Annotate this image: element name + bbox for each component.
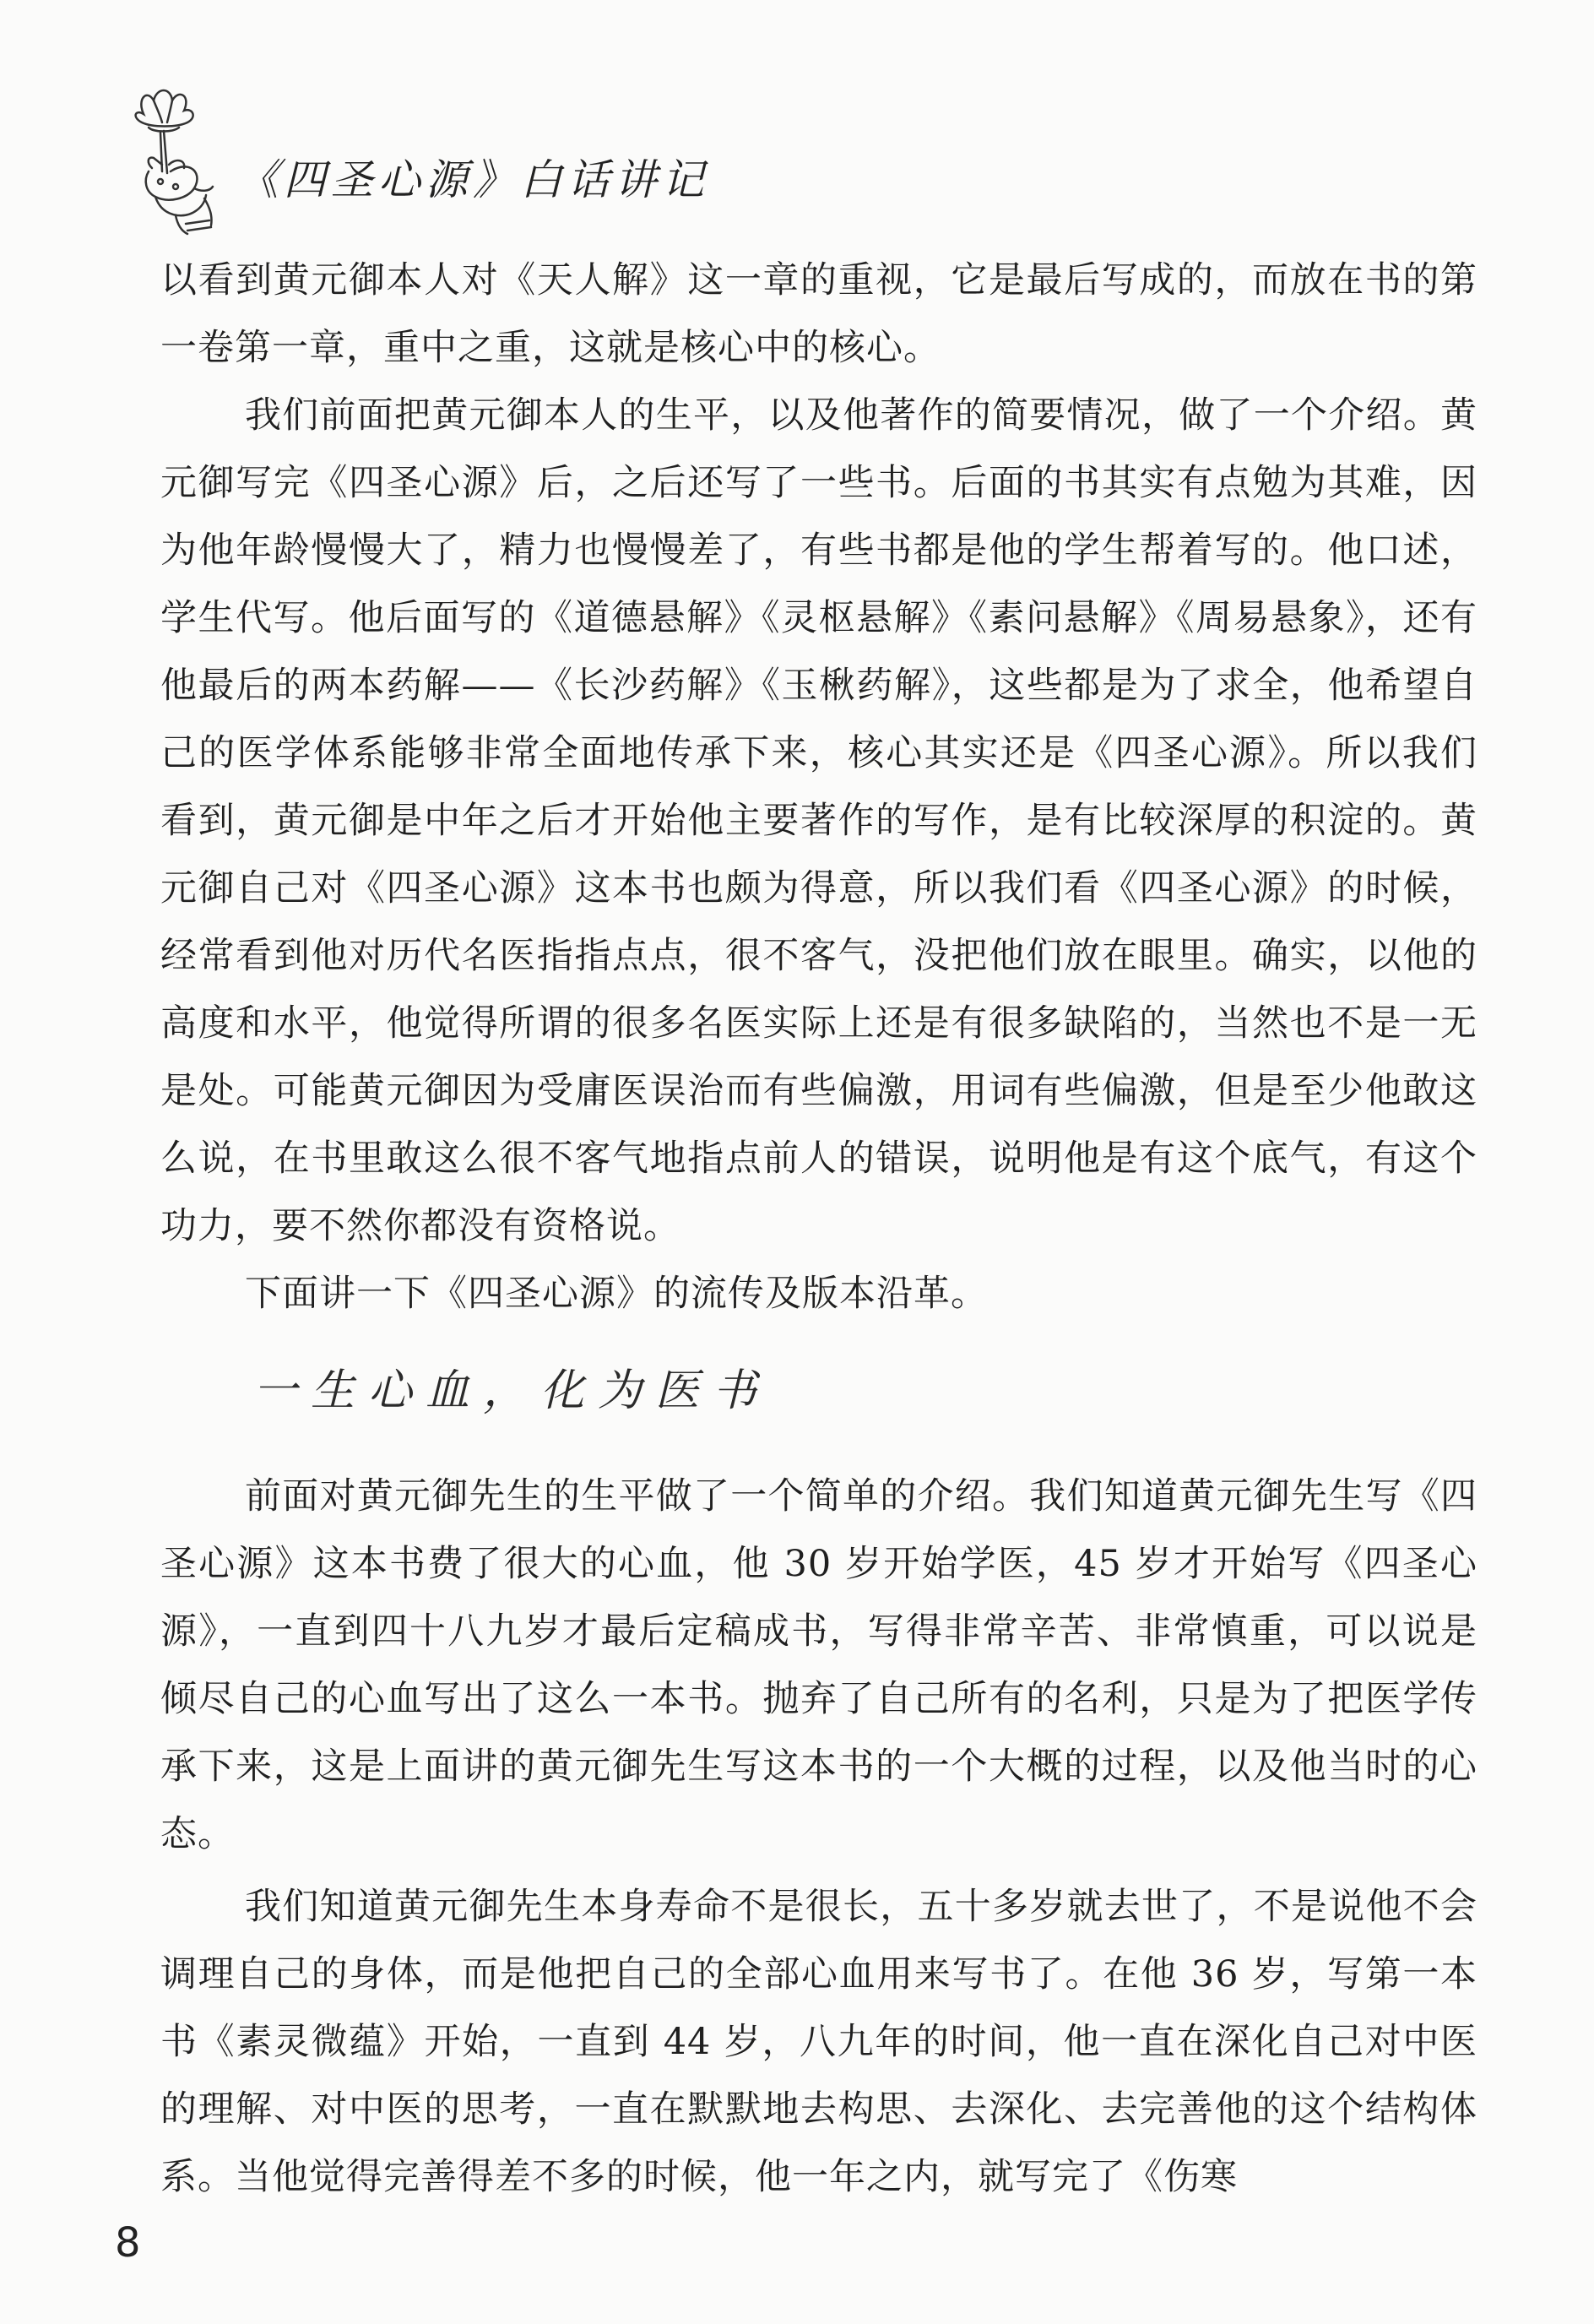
section-heading: 一生心血，化为医书 (253, 1366, 771, 1416)
paragraph: 我们知道黄元御先生本身寿命不是很长，五十多岁就去世了，不是说他不会调理自己的身体，而是他把自己的全部心血用来写书了。在他 36 岁，写第一本书《素灵微蕴》开始，一直到 44 岁，八九年的时间，他一直在深化自己对中医的理解、对中医的思考，一直在默默地去构思、去深化、去完善他的这个结构体系。当他觉得完善得差不多的时候，他一年之内，就写完了《伤寒 (160, 1886, 1477, 2198)
running-header (110, 80, 709, 241)
book-title: 《四圣心源》白话讲记 (236, 155, 709, 204)
body-text (160, 247, 1477, 2211)
paragraph: 我们前面把黄元御本人的生平，以及他著作的简要情况，做了一个介绍。黄元御写完《四圣心源》后，之后还写了一些书。后面的书其实有点勉为其难，因为他年龄慢慢大了，精力也慢慢差了，有些书都是他的学生帮着写的。他口述，学生代写。他后面写的《道德悬解》《灵枢悬解》《素问悬解》《周易悬象》，还有他最后的两本药解——《长沙药解》《玉楸药解》，这些都是为了求全，他希望自己的医学体系能够非常全面地传承下来，核心其实还是《四圣心源》。所以我们看到，黄元御是中年之后才开始他主要著作的写作，是有比较深厚的积淀的。黄元御自己对《四圣心源》这本书也颇为得意，所以我们看《四圣心源》的时候，经常看到他对历代名医指指点点，很不客气，没把他们放在眼里。确实，以他的高度和水平，他觉得所谓的很多名医实际上还是有很多缺陷的，当然也不是一无是处。可能黄元御因为受庸医误治而有些偏激，用词有些偏激，但是至少他敢这么说，在书里敢这么很不客气地指点前人的错误，说明他是有这个底气，有这个功力，要不然你都没有资格说。 (160, 394, 1477, 1247)
paragraph: 前面对黄元御先生的生平做了一个简单的介绍。我们知道黄元御先生写《四圣心源》这本书费了很大的心血，他 30 岁开始学医，45 岁才开始写《四圣心源》，一直到四十八九岁才最后定稿成书，写得非常辛苦、非常慎重，可以说是倾尽自己的心血写出了这么一本书。抛弃了自己所有的名利，只是为了把医学传承下来，这是上面讲的黄元御先生写这本书的一个大概的过程，以及他当时的心态。 (160, 1475, 1477, 1855)
paragraph-continued: 以看到黄元御本人对《天人解》这一章的重视，它是最后写成的，而放在书的第一卷第一章，重中之重，这就是核心中的核心。 (160, 259, 1477, 369)
paragraph: 下面讲一下《四圣心源》的流传及版本沿革。 (245, 1273, 988, 1315)
lotus-hand-icon (110, 80, 245, 241)
page-number: 8 (115, 2219, 141, 2267)
